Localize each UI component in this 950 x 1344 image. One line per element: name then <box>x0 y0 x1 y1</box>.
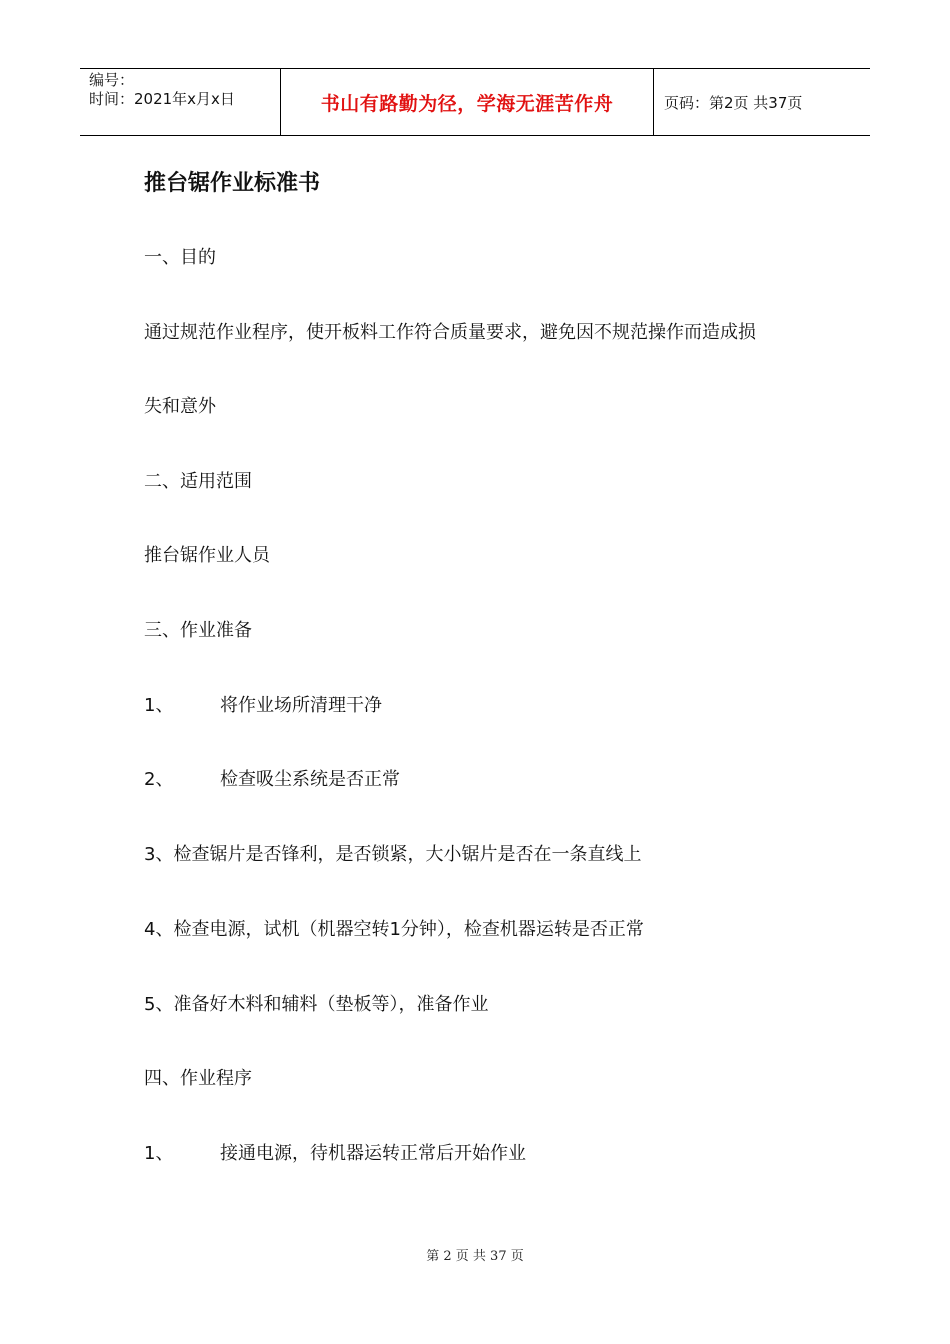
body-line <box>144 394 216 420</box>
body-line <box>144 245 216 271</box>
body-line <box>144 1066 252 1092</box>
header-meta <box>80 69 281 135</box>
line-text: 推台锯作业人员 <box>144 545 270 566</box>
line-text: 二、适用范围 <box>144 471 252 492</box>
body-line <box>144 618 252 644</box>
line-text: 接通电源，待机器运转正常后开始作业 <box>220 1143 526 1164</box>
document-number-label: 编号： <box>89 71 135 89</box>
page-header <box>80 68 870 136</box>
line-number: 1、 <box>144 1143 174 1164</box>
body-line <box>144 1141 526 1167</box>
body-line <box>144 693 382 719</box>
header-motto: 书山有路勤为径，学海无涯苦作舟 <box>320 92 614 115</box>
line-text: 5、准备好木料和辅料（垫板等），准备作业 <box>144 994 489 1015</box>
document-title: 推台锯作业标准书 <box>144 171 321 196</box>
line-text: 一、目的 <box>144 247 216 268</box>
body-line <box>144 469 252 495</box>
body-line <box>144 842 641 868</box>
line-text: 失和意外 <box>144 396 216 417</box>
line-text: 3、检查锯片是否锋利，是否锁紧，大小锯片是否在一条直线上 <box>144 844 642 865</box>
line-text: 4、检查电源，试机（机器空转1分钟），检查机器运转是否正常 <box>144 919 644 940</box>
body-line <box>144 320 756 346</box>
line-text: 通过规范作业程序，使开板料工作符合质量要求，避免因不规范操作而造成损 <box>144 322 756 343</box>
line-number: 2、 <box>144 769 174 790</box>
line-text: 四、作业程序 <box>144 1068 252 1089</box>
page-footer: 第 2 页 共 37 页 <box>426 1249 524 1264</box>
line-number: 1、 <box>144 695 174 716</box>
body-line <box>144 767 400 793</box>
line-text: 检查吸尘系统是否正常 <box>220 769 400 790</box>
header-page-cell <box>654 69 870 135</box>
body-line <box>144 543 270 569</box>
header-page-label: 页码：第2页 共37页 <box>664 93 803 112</box>
line-text: 三、作业准备 <box>144 620 252 641</box>
body-line <box>144 992 488 1018</box>
header-motto-cell <box>281 69 654 135</box>
line-text: 将作业场所清理干净 <box>220 695 382 716</box>
body-line <box>144 917 644 943</box>
document-date-label: 时间：2021年x月x日 <box>89 90 235 108</box>
